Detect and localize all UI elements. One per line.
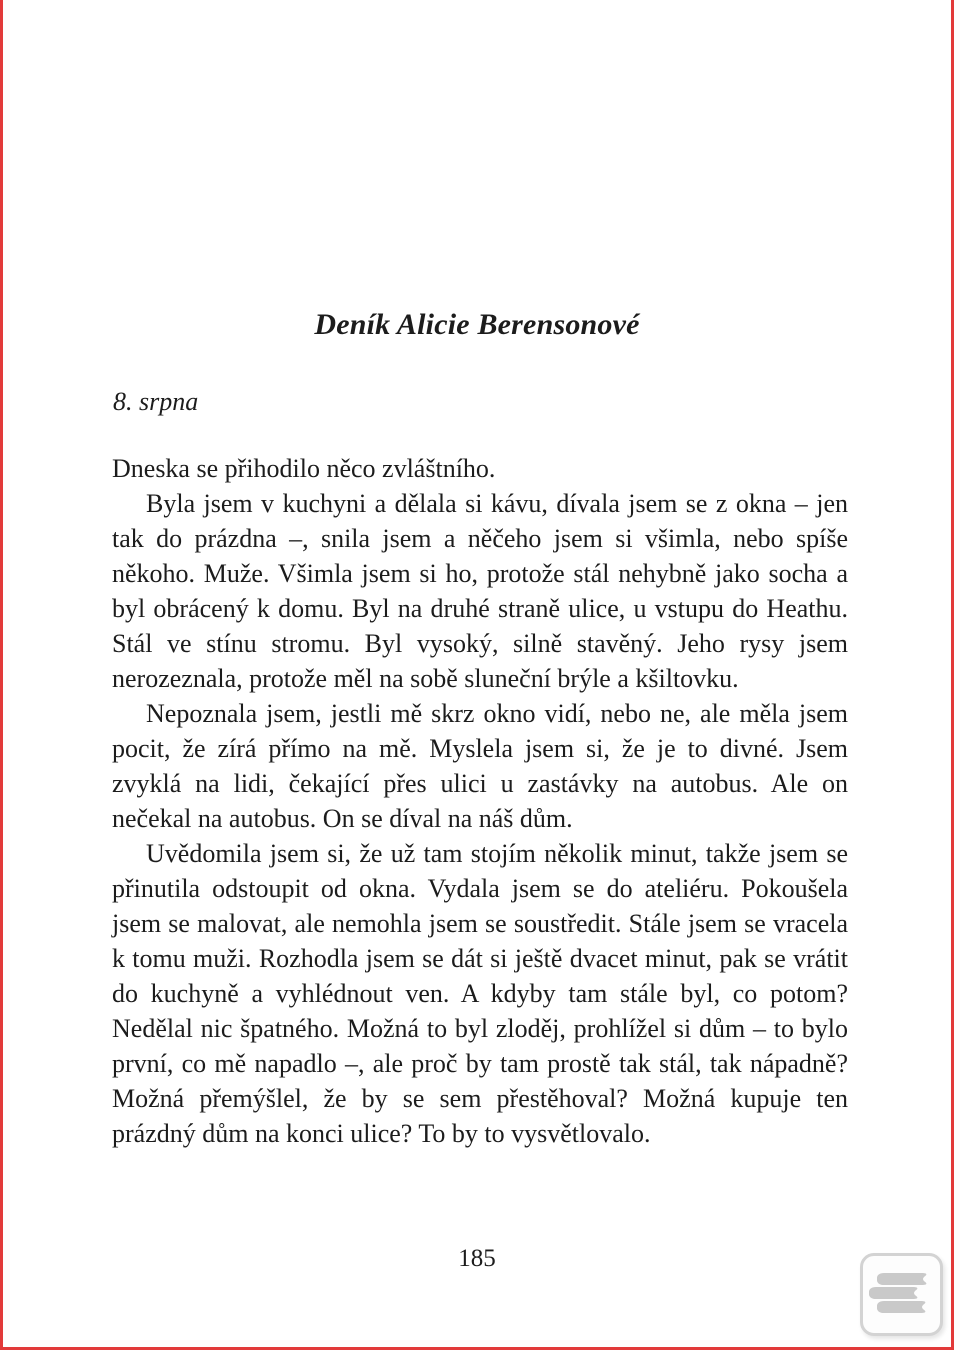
diary-entry-date: 8. srpna xyxy=(113,387,199,416)
page-number: 185 xyxy=(458,1245,496,1272)
stacked-books-icon xyxy=(863,1256,940,1333)
paragraph: Nepoznala jsem, jestli mě skrz okno vidí, nebo ne, ale měla jsem pocit, že zírá přímo na mě. Myslela jsem si, že je to divné. Jsem zvyklá na lidi, čekající přes ulici u zastávky na autobus. Ale on nečekal na autobus. On se díval na náš dům. xyxy=(112,699,848,833)
chapter-title: Deník Alicie Berensonové xyxy=(314,308,640,341)
bookstore-watermark-logo xyxy=(860,1253,943,1336)
paragraph: Uvědomila jsem si, že už tam stojím několik minut, takže jsem se přinutila odstoupit od okna. Vydala jsem se do ateliéru. Pokoušela jsem se malovat, ale nemohla jsem se soustředit. Stále jsem se vracela k tomu muži. Rozhodla jsem se dát si ještě dvacet minut, pak se vrátit do kuchyně a vyhlédnout ven. A kdyby tam stále byl, co potom? Nedělal nic špatného. Možná to byl zloděj, prohlížel si dům – to bylo první, co mě napadlo –, ale proč by tam prostě tak stál, tak nápadně? Možná přemýšlel, že by se sem přestěhoval? Možná kupuje ten prázdný dům na konci ulice? To by to vysvětlovalo. xyxy=(112,839,848,1148)
paragraph: Dneska se přihodilo něco zvláštního. xyxy=(112,454,496,483)
body-text-block xyxy=(112,451,848,1151)
paragraph: Byla jsem v kuchyni a dělala si kávu, dívala jsem se z okna – jen tak do prázdna –, snila jsem a něčeho jsem si všimla, nebo spíše někoho. Muže. Všimla jsem si ho, protože stál nehybně jako socha a byl obrácený k domu. Byl na druhé straně ulice, u vstupu do Heathu. Stál ve stínu stromu. Byl vysoký, silně stavěný. Jeho rysy jsem nerozeznala, protože měl na sobě sluneční brýle a kšiltovku. xyxy=(112,489,848,693)
page-edge-left xyxy=(0,0,3,1350)
